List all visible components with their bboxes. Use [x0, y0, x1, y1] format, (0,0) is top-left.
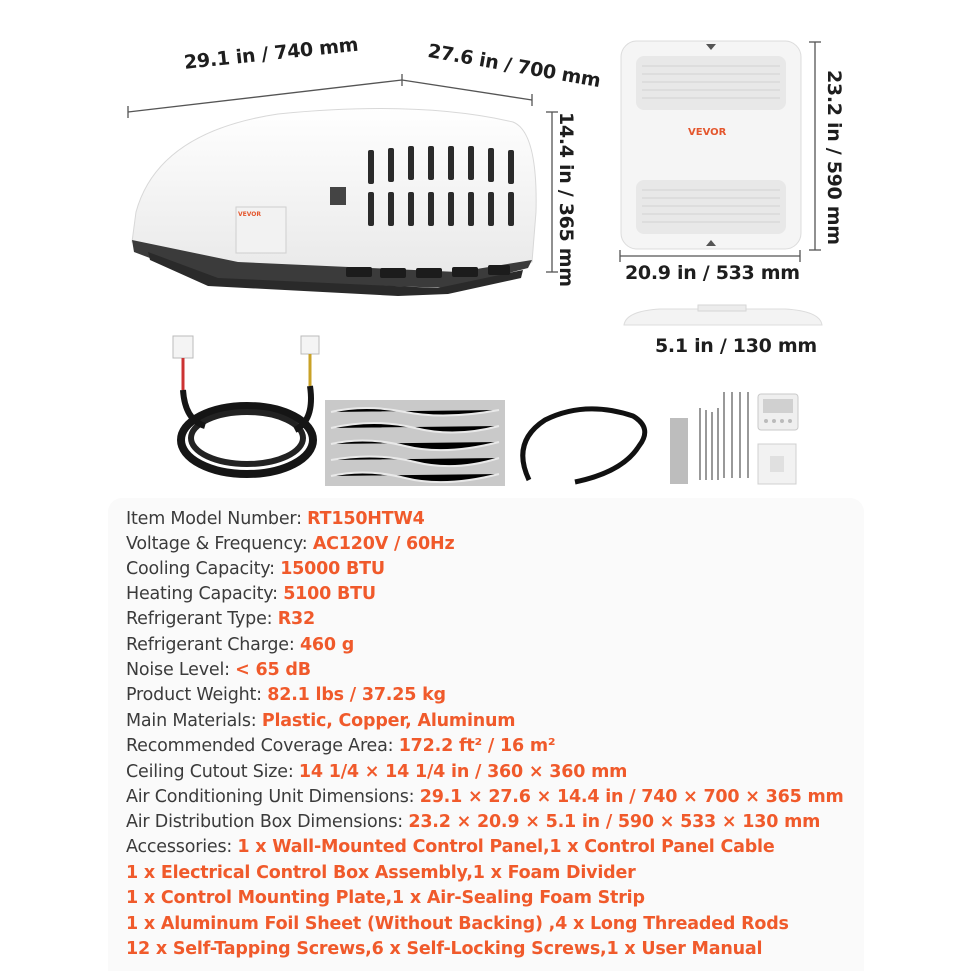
box-height-label: 23.2 in / 590 mm: [823, 70, 845, 245]
spec-row: Cooling Capacity: 15000 BTU: [126, 559, 385, 579]
control-panel-illustration: [756, 392, 800, 488]
foil-sheet-illustration: [325, 400, 505, 486]
unit-depth-label: 27.6 in / 700 mm: [426, 40, 603, 93]
hardware-illustration: [668, 388, 756, 488]
spec-row: Ceiling Cutout Size: 14 1/4 × 14 1/4 in / 360 × 360 mm: [126, 762, 628, 782]
distribution-box-side-illustration: [620, 303, 825, 333]
box-depth-label: 5.1 in / 130 mm: [655, 335, 817, 357]
spec-row: Accessories: 1 x Wall-Mounted Control Panel,1 x Control Panel Cable: [126, 837, 775, 857]
accessory-line: 1 x Aluminum Foil Sheet (Without Backing) ,4 x Long Threaded Rods: [126, 914, 789, 934]
accessory-line: 12 x Self-Tapping Screws,6 x Self-Locking Screws,1 x User Manual: [126, 939, 763, 959]
spec-row: Noise Level: < 65 dB: [126, 660, 311, 680]
foam-strip-illustration: [515, 402, 655, 488]
spec-row: Product Weight: 82.1 lbs / 37.25 kg: [126, 685, 446, 705]
distribution-box-illustration: [620, 40, 802, 250]
accessory-line: 1 x Electrical Control Box Assembly,1 x Foam Divider: [126, 863, 636, 883]
svg-text:VEVOR: VEVOR: [238, 211, 262, 218]
spec-row: Main Materials: Plastic, Copper, Aluminum: [126, 711, 516, 731]
spec-row: Refrigerant Charge: 460 g: [126, 635, 355, 655]
cable-illustration: [165, 330, 330, 485]
spec-row: Air Distribution Box Dimensions: 23.2 × 20.9 × 5.1 in / 590 × 533 × 130 mm: [126, 812, 821, 832]
accessory-line: 1 x Control Mounting Plate,1 x Air-Sealing Foam Strip: [126, 888, 645, 908]
spec-row: Voltage & Frequency: AC120V / 60Hz: [126, 534, 455, 554]
ac-unit-illustration: [118, 92, 548, 302]
spec-row: Air Conditioning Unit Dimensions: 29.1 × 27.6 × 14.4 in / 740 × 700 × 365 mm: [126, 787, 844, 807]
box-width-label: 20.9 in / 533 mm: [625, 262, 800, 284]
spec-row: Heating Capacity: 5100 BTU: [126, 584, 376, 604]
unit-width-label: 29.1 in / 740 mm: [183, 33, 360, 74]
spec-row: Recommended Coverage Area: 172.2 ft² / 16 m²: [126, 736, 556, 756]
vevor-logo: VEVOR: [688, 127, 727, 138]
spec-row: Refrigerant Type: R32: [126, 609, 315, 629]
spec-row: Item Model Number: RT150HTW4: [126, 509, 425, 529]
unit-height-label: 14.4 in / 365 mm: [555, 112, 577, 287]
